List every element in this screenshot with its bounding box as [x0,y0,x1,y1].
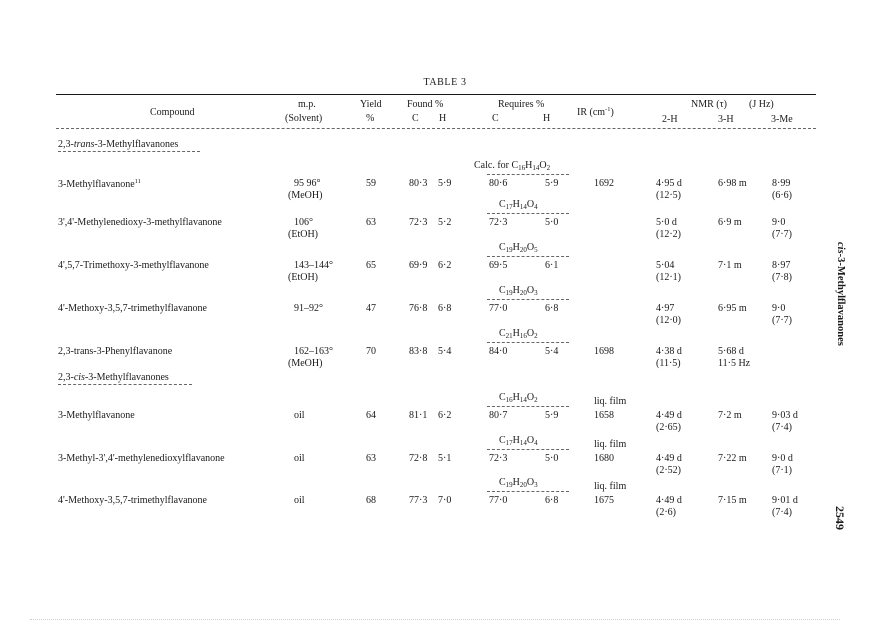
header-nmr: NMR (τ) [691,99,727,110]
nmr-2h: 4·49 d [656,410,682,421]
nmr-3h: 6·98 m [718,178,747,189]
requires-h: 6·1 [545,260,559,271]
nmr-3h: 7·2 m [718,410,742,421]
header-yield-unit: % [366,113,375,124]
nmr-3me: 9·0 [772,217,786,228]
header-ir: IR $(cm^{-1})$ [577,106,614,118]
formula-underline [487,256,569,257]
nmr-3me: 9·0 [772,303,786,314]
page-number: 2549 [833,506,847,530]
ir-value: 1680 [594,453,614,464]
found-h: 6·2 [438,260,452,271]
header-compound: Compound [150,107,195,118]
nmr-2h: 4·97 [656,303,675,314]
ir-value: 1698 [594,346,614,357]
requires-h: 5·0 [545,453,559,464]
melting-point: oil [294,410,305,421]
nmr-3me-coupling: (7·1) [772,465,792,476]
melting-point: 95 96° [294,178,321,189]
solvent: (MeOH) [288,358,323,369]
bottom-edge-marks [30,619,840,620]
section-cis-underline [58,384,192,385]
yield-value: 68 [366,495,376,506]
requires-h: 5·0 [545,217,559,228]
found-h: 7·0 [438,495,452,506]
found-c: 76·8 [409,303,428,314]
section-trans-underline [58,151,200,152]
top-rule [56,94,816,95]
solvent: (MeOH) [288,190,323,201]
nmr-2h-coupling: (2·52) [656,465,681,476]
compound-name: 3-Methylflavanone [58,410,135,421]
nmr-3me-coupling: (6·6) [772,190,792,201]
yield-value: 65 [366,260,376,271]
nmr-3h: 7·22 m [718,453,747,464]
nmr-2h: 5·04 [656,260,675,271]
nmr-3h: 6·9 m [718,217,742,228]
found-c: 69·9 [409,260,428,271]
requires-c: 72·3 [489,217,508,228]
header-sub-rule [56,128,816,129]
compound-name: 3',4'-Methylenedioxy-3-methylflavanone [58,217,222,228]
melting-point: 106° [294,217,313,228]
nmr-2h: 4·49 d [656,453,682,464]
found-c: 80·3 [409,178,428,189]
ir-value: 1692 [594,178,614,189]
compound-name: 2,3-trans-3-Phenylflavanone [58,346,173,357]
requires-h: 6·8 [545,303,559,314]
table-title: TABLE 3 [423,77,467,88]
requires-c: 72·3 [489,453,508,464]
formula: $C_{17}H_{14}O_4$ [499,435,538,447]
nmr-3h: 7·15 m [718,495,747,506]
yield-value: 47 [366,303,376,314]
formula: $C_{16}H_{14}O_2$ [499,392,538,404]
nmr-3me: 8·99 [772,178,791,189]
header-found: Found % [407,99,444,110]
nmr-3h: 7·1 m [718,260,742,271]
header-2h: 2-H [662,114,678,125]
running-head: cis-3-Methylflavanones [835,242,846,346]
compound-name: 3-Methylflavanone$^{11}$ [58,178,141,190]
found-h: 6·8 [438,303,452,314]
nmr-3h-coupling: 11·5 Hz [718,358,751,369]
ir-method: liq. film [594,481,627,492]
nmr-3h: 5·68 d [718,346,744,357]
header-jhz: (J Hz) [749,99,774,110]
formula-underline [487,213,569,214]
formula: $C_{17}H_{14}O_4$ [499,199,538,211]
header-3h: 3-H [718,114,734,125]
nmr-2h-coupling: (12·0) [656,315,681,326]
nmr-2h-coupling: (2·65) [656,422,681,433]
yield-value: 63 [366,217,376,228]
nmr-2h-coupling: (12·2) [656,229,681,240]
formula-underline [487,449,569,450]
formula-underline [487,342,569,343]
header-3me: 3-Me [771,114,793,125]
formula-underline [487,299,569,300]
found-h: 5·9 [438,178,452,189]
melting-point: oil [294,453,305,464]
requires-h: 5·9 [545,178,559,189]
found-c: 83·8 [409,346,428,357]
found-c: 72·3 [409,217,428,228]
formula: $C_{19}H_{20}O_5$ [499,242,538,254]
requires-c: 80·7 [489,410,508,421]
formula-underline [487,491,569,492]
formula: $C_{19}H_{20}O_3$ [499,285,538,297]
nmr-2h: 4·95 d [656,178,682,189]
formula-underline [487,406,569,407]
ir-method: liq. film [594,396,627,407]
melting-point: 91–92° [294,303,323,314]
found-c: 81·1 [409,410,428,421]
nmr-2h-coupling: (12·5) [656,190,681,201]
melting-point: 162–163° [294,346,333,357]
header-found-h: H [439,113,447,124]
header-req-h: H [543,113,551,124]
requires-c: 80·6 [489,178,508,189]
nmr-2h-coupling: (12·1) [656,272,681,283]
solvent: (EtOH) [288,272,318,283]
nmr-2h-coupling: (11·5) [656,358,681,369]
found-h: 5·2 [438,217,452,228]
requires-c: 77·0 [489,495,508,506]
found-h: 5·4 [438,346,452,357]
requires-c: 77·0 [489,303,508,314]
nmr-3me-coupling: (7·4) [772,422,792,433]
nmr-3me: 9·01 d [772,495,798,506]
found-h: 5·1 [438,453,452,464]
nmr-3me-coupling: (7·7) [772,229,792,240]
compound-name: 4'-Methoxy-3,5,7-trimethylflavanone [58,495,207,506]
found-c: 72·8 [409,453,428,464]
nmr-3h: 6·95 m [718,303,747,314]
nmr-3me: 9·0 d [772,453,793,464]
yield-value: 64 [366,410,376,421]
header-mp: m.p. [298,99,316,110]
nmr-3me: 8·97 [772,260,791,271]
requires-c: 84·0 [489,346,508,357]
header-solvent: (Solvent) [285,113,323,124]
formula: $C_{21}H_{16}O_2$ [499,328,538,340]
compound-name: 4',5,7-Trimethoxy-3-methylflavanone [58,260,209,271]
nmr-3me: 9·03 d [772,410,798,421]
header-yield: Yield [360,99,382,110]
requires-h: 5·4 [545,346,559,357]
header-req-c: C [492,113,499,124]
requires-h: 6·8 [545,495,559,506]
nmr-2h: 4·38 d [656,346,682,357]
ir-value: 1658 [594,410,614,421]
requires-c: 69·5 [489,260,508,271]
found-c: 77·3 [409,495,428,506]
melting-point: 143–144° [294,260,333,271]
ir-method: liq. film [594,439,627,450]
formula: $C_{19}H_{20}O_3$ [499,477,538,489]
section-trans: 2,3-trans-3-Methylflavanones [58,139,179,150]
nmr-3me-coupling: (7·7) [772,315,792,326]
header-found-c: C [412,113,419,124]
header-requires: Requires % [498,99,545,110]
formula-underline [487,174,569,175]
nmr-3me-coupling: (7·4) [772,507,792,518]
nmr-2h: 4·49 d [656,495,682,506]
section-cis: 2,3-cis-3-Methylflavanones [58,372,169,383]
nmr-2h: 5·0 d [656,217,677,228]
formula: Calc. for $C_{16}H_{14}O_2$ [474,160,551,172]
yield-value: 70 [366,346,376,357]
solvent: (EtOH) [288,229,318,240]
compound-name: 4'-Methoxy-3,5,7-trimethylflavanone [58,303,207,314]
requires-h: 5·9 [545,410,559,421]
nmr-2h-coupling: (2·6) [656,507,676,518]
melting-point: oil [294,495,305,506]
yield-value: 63 [366,453,376,464]
yield-value: 59 [366,178,376,189]
nmr-3me-coupling: (7·8) [772,272,792,283]
found-h: 6·2 [438,410,452,421]
ir-value: 1675 [594,495,614,506]
compound-name: 3-Methyl-3',4'-methylenedioxylflavanone [58,453,225,464]
